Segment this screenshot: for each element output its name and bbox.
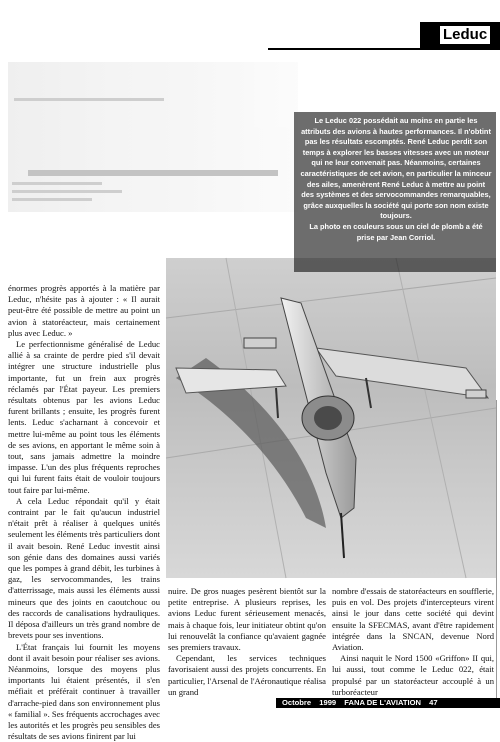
paragraph: L'État français lui fournit les moyens dont il avait besoin pour réaliser ses avions. Néanmoins, lorsque des moyens plus importants lui étaient présentés, il s'en méfiait et préférait continuer à travailler d'arrache-pied dans son environnement plus « familial ». Ses fréquents accrochages avec les autorités et les progrès peu sensibles des résultats de ses avions finirent par lui <box>8 642 160 742</box>
text-column-3 <box>332 586 494 696</box>
page-footer <box>276 698 500 708</box>
photo-caption <box>300 116 492 243</box>
aircraft-photo <box>166 258 496 578</box>
footer-year: 1999 <box>313 698 336 707</box>
page-edge <box>496 400 497 700</box>
paragraph: nuire. De gros nuages pesèrent bientôt sur la petite entreprise. A plusieurs reprises, les avions Leduc furent sérieusement menacés, mais à chaque fois, leur initiateur obtint qu'on lui renouvelât la confiance qu'avaient gagnée ses premiers travaux. <box>168 586 326 653</box>
footer-month: Octobre <box>276 698 311 707</box>
paragraph: nombre d'essais de statoréacteurs en soufflerie, puis en vol. Des projets d'intercepteurs virent ainsi le jour dans cette société qui devint ensuite la SFECMAS, avant d'être rapidement intégrée dans la SNCAN, devenue Nord Aviation. <box>332 586 494 653</box>
paragraph: A cela Leduc répondait qu'il y était contraint par le fait qu'aucun industriel n'était prêt à réaliser à quelques unités seulement les éléments très particuliers dont il avait besoin. René Leduc investit ainsi son génie dans des domaines aussi variés que les pompes à grand débit, les turbines à gaz, les servocommandes, les trains d'atterrissage, mais aussi les éléments aussi mineurs que des joints en caoutchouc ou des raccords de canalisations hydrauliques. Il déposa d'ailleurs un très grand nombre de brevets pour ses inventions. <box>8 496 160 642</box>
section-title: Leduc <box>440 26 490 44</box>
leduc-022-illustration <box>166 258 496 578</box>
caption-credit: La photo en couleurs sous un ciel de plomb a été prise par Jean Corriol. <box>300 222 492 243</box>
paragraph: énormes progrès apportés à la matière par Leduc, n'hésite pas à ajouter : « Il aurait peut-être été possible de mettre au point un avion à statoréacteur, mais certainement plus avec Leduc. » <box>8 283 160 339</box>
text-column-2 <box>168 586 326 696</box>
caption-text: Le Leduc 022 possédait au moins en partie les attributs des avions à hautes performances. Il n'obtint pas les résultats escomptés. René Leduc perdit son temps à explorer les basses vitesses avec un moteur qui ne leur convenait pas. Néanmoins, certaines caractéristiques de cet avion, en particulier la minceur des ailes, amenèrent René Leduc à mettre au point des systèmes et des servocommandes remarquables, grâce auxquelles la société qui porte son nom existe toujours. <box>300 116 492 222</box>
header-rule <box>268 48 500 50</box>
footer-magazine: FANA DE L'AVIATION <box>338 698 421 707</box>
faded-scan-area <box>8 62 298 212</box>
text-column-1 <box>8 283 160 698</box>
page-number: 47 <box>423 698 437 707</box>
paragraph: Ainsi naquit le Nord 1500 «Griffon» II qui, lui aussi, tout comme le Leduc 022, était propulsé par un statoréacteur accouplé à un turboréacteur <box>332 653 494 698</box>
paragraph: Le perfectionnisme généralisé de Leduc allié à sa crainte de perdre pied s'il devait intégrer une structure industrielle plus importante, fut un frein aux progrès réclamés par l'État payeur. Les premiers résultats obtenus par les avions Leduc furent brillants ; ensuite, les progrès furent lents. Leduc s'acharnant à concevoir et mettre lui-même au point tous les éléments de ses avions, en apportant le même soin à tout, sans jamais admettre la moindre impasse. L'un des plus fréquents reproches qui lui furent faits était de vouloir toujours tout faire par lui-même. <box>8 339 160 496</box>
paragraph: Cependant, les services techniques favorisaient aussi des projets concurrents. En particulier, l'Arsenal de l'Aéronautique réalisa un grand <box>168 653 326 698</box>
